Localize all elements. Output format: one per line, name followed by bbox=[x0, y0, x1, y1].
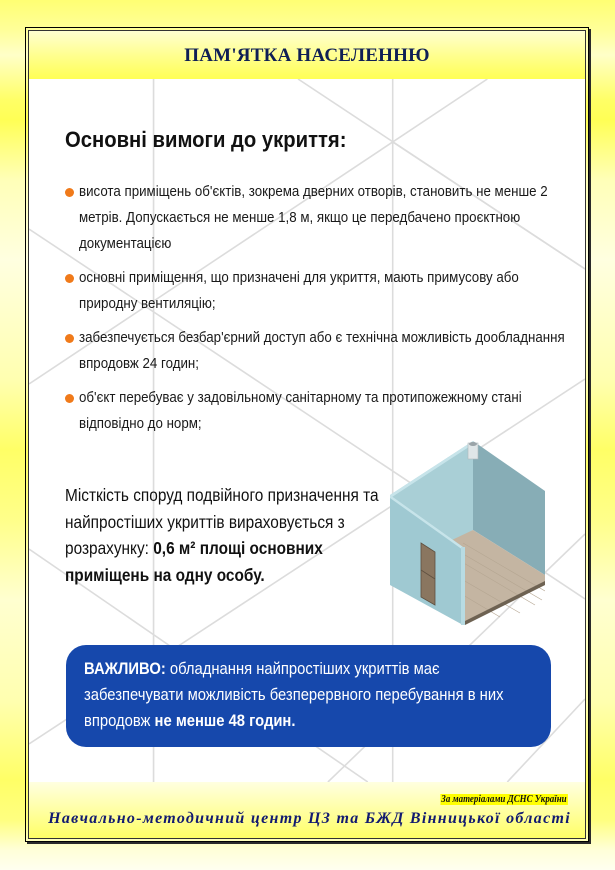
footer-band bbox=[29, 782, 585, 838]
list-item-text: об'єкт перебуває у задовільному санітарному та протипожежному стані відповідно до норм; bbox=[79, 390, 522, 432]
poster-frame bbox=[25, 27, 589, 842]
list-item-text: висота приміщень об'єктів, зокрема дверних отворів, становить не менше 2 метрів. Допускається не менше 1,8 м, якщо це передбачено проєктною документацією bbox=[79, 184, 548, 252]
orange-dot-icon bbox=[65, 394, 74, 403]
source-credit: За матеріалами ДСНС України bbox=[440, 794, 567, 805]
header-band bbox=[29, 31, 585, 79]
organization-name: Навчально-методичний центр ЦЗ та БЖД Вінницької області bbox=[48, 810, 571, 827]
list-item-text: основні приміщення, що призначені для укриття, мають примусову або природну вентиляцію; bbox=[79, 270, 519, 312]
capacity-norm: 0,6 м² площі основних приміщень на одну особу. bbox=[65, 538, 323, 585]
page-title: ПАМ'ЯТКА НАСЕЛЕННЮ bbox=[184, 45, 430, 66]
poster-body bbox=[28, 30, 586, 839]
capacity-text: Місткість споруд подвійного призначення та найпростіших укриттів вираховується з розрахунку: bbox=[65, 485, 379, 558]
orange-dot-icon bbox=[65, 274, 74, 283]
list-item bbox=[65, 265, 565, 317]
main-heading: Основні вимоги до укриття: bbox=[65, 127, 347, 152]
list-item bbox=[65, 385, 565, 437]
list-item-text: забезпечується безбар'єрний доступ або є технічна можливість дообладнання впродовж 24 годин; bbox=[79, 330, 565, 372]
orange-dot-icon bbox=[65, 334, 74, 343]
important-duration: не менше 48 годин. bbox=[154, 711, 296, 730]
list-item bbox=[65, 179, 565, 257]
important-label: ВАЖЛИВО: bbox=[84, 659, 166, 678]
content-area bbox=[29, 79, 585, 782]
list-item bbox=[65, 325, 565, 377]
capacity-paragraph bbox=[65, 482, 405, 588]
important-text: обладнання найпростіших укриттів має забезпечувати можливість безперервного перебування в них впродовж bbox=[84, 659, 504, 730]
room-illustration-icon bbox=[385, 435, 545, 625]
requirements-list bbox=[65, 179, 565, 445]
important-notice bbox=[66, 645, 551, 747]
orange-dot-icon bbox=[65, 188, 74, 197]
